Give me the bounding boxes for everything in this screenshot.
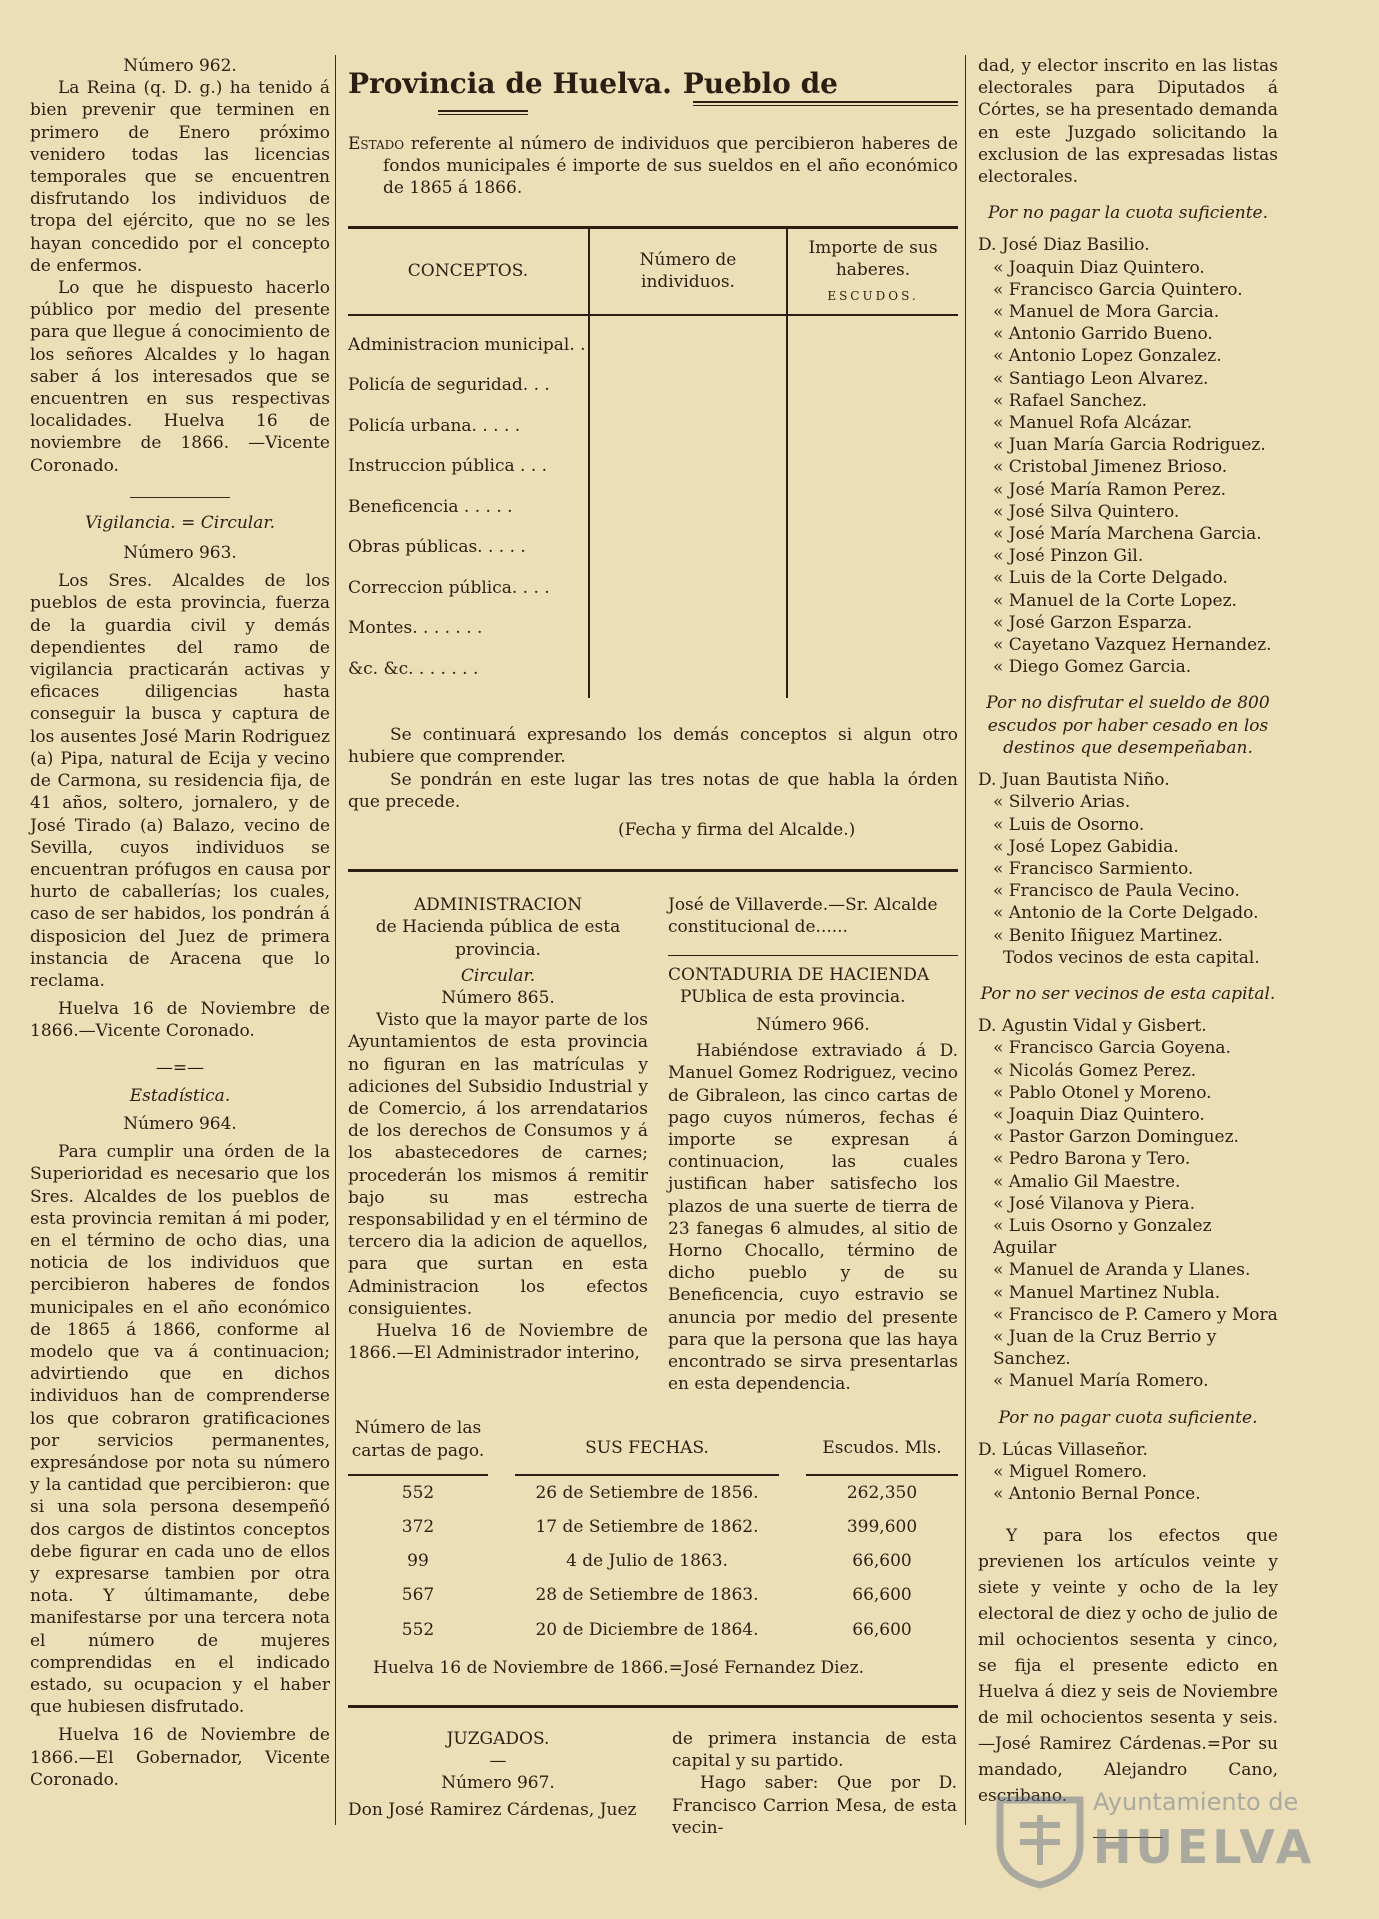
- list-item: « Manuel Martinez Nubla.: [993, 1282, 1221, 1303]
- list-item: « José María Ramon Perez.: [993, 479, 1227, 500]
- list-item: « Manuel de Aranda y Llanes.: [993, 1260, 1251, 1281]
- heading-3: Por no ser vecinos de esta capital.: [980, 983, 1276, 1004]
- provincia-title: Provincia de Huelva.: [348, 66, 672, 100]
- concepto-row: Policía urbana. . . . .: [348, 415, 521, 436]
- list-item: « Luis de la Corte Delgado.: [993, 568, 1228, 589]
- heading-4: Por no pagar cuota suficiente.: [998, 1407, 1258, 1428]
- form-header: [348, 55, 958, 100]
- list-item: « Nicolás Gomez Perez.: [993, 1060, 1197, 1081]
- n966-title: Número 966.: [756, 1014, 870, 1035]
- n865-body: Visto que la mayor parte de los Ayuntamientos de esta provincia no figuran en las matrículas y adiciones del Subsidio Industrial y de Comercio, á los arrendatarios de los derechos de Consumos y á los abastecedores de carnes; procederán los mismos á remitir bajo su mas estrecha responsabilidad y en el término de tercero dia la adicion de aquellos, para que surtan en esta Administracion los efectos consiguientes.: [348, 1010, 648, 1319]
- payment-row: [348, 1475, 958, 1510]
- pay-h1: Número de las cartas de pago.: [348, 1417, 488, 1474]
- note-fecha: (Fecha y firma del Alcalde.): [618, 819, 856, 840]
- numero-cell: [589, 315, 787, 699]
- n865-title: Número 865.: [441, 987, 555, 1008]
- payments-body: [348, 1475, 958, 1647]
- n962-title: Número 962.: [123, 56, 237, 76]
- list-4: [978, 1439, 1278, 1506]
- estadistica-title: Estadística.: [129, 1085, 231, 1106]
- divider: [130, 497, 230, 498]
- list-item: « Francisco de Paula Vecino.: [993, 881, 1240, 902]
- header-rule-small: [438, 110, 528, 115]
- th-escudos: ESCUDOS.: [827, 289, 919, 304]
- list-item: « José María Marchena Garcia.: [993, 524, 1262, 545]
- list-item: « Santiago Leon Alvarez.: [993, 368, 1209, 389]
- list-item: « Francisco de P. Camero y Mora: [993, 1304, 1278, 1325]
- list-1: [978, 234, 1278, 678]
- n967-right2: Hago saber: Que por D. Francisco Carrion Mesa, de esta vecin-: [672, 1773, 957, 1838]
- th-importe-label: Importe de sus haberes.: [808, 237, 938, 280]
- payment-row: [348, 1510, 958, 1544]
- watermark-line1: Ayuntamiento de: [1093, 1788, 1299, 1816]
- list-first: D. Agustin Vidal y Gisbert.: [978, 1016, 1207, 1037]
- concepto-row: Policía de seguridad. . .: [348, 375, 550, 396]
- n865-sign2: José de Villaverde.—Sr. Alcalde constitucional de......: [668, 895, 938, 938]
- note-1: Se continuará expresando los demás conceptos si algun otro hubiere que comprender.: [348, 725, 958, 768]
- pay-h2: SUS FECHAS.: [515, 1417, 779, 1474]
- payments-table: [348, 1417, 958, 1646]
- pay-escudos: 262,350: [846, 1482, 918, 1503]
- juzgados-left: [348, 1728, 648, 1839]
- separator: —=—: [155, 1057, 205, 1078]
- list-item: « Luis de Osorno.: [993, 814, 1145, 835]
- pay-num: 372: [401, 1517, 435, 1537]
- conceptos-cell: [348, 315, 589, 699]
- concepto-row: &c. &c. . . . . . .: [348, 658, 479, 679]
- pay-num: 567: [401, 1585, 435, 1606]
- list-items: [978, 791, 1278, 946]
- list-item: « Luis Osorno y Gonzalez Aguilar: [993, 1215, 1212, 1259]
- list-item: « José Lopez Gabidia.: [993, 836, 1179, 857]
- list-item: « Cristobal Jimenez Brioso.: [993, 457, 1228, 478]
- list-item: « Rafael Sanchez.: [993, 390, 1148, 411]
- list-first: D. Lúcas Villaseñor.: [978, 1439, 1148, 1460]
- n962-body2: Lo que he dispuesto hacerlo público por medio del presente para que llegue á conocimiento de los señores Alcaldes y lo hagan saber á los interesados que se encuentren en sus respectivas localidades. Huelva 16 de noviembre de 1866. —Vicente Coronado.: [30, 278, 330, 476]
- list-item: « Joaquin Diaz Quintero.: [993, 257, 1205, 278]
- list-item: « José Vilanova y Piera.: [993, 1193, 1195, 1214]
- pueblo-title: Pueblo de: [682, 66, 838, 100]
- list-3: [978, 1015, 1278, 1392]
- huelva-crest-icon: [985, 1780, 1095, 1890]
- pay-escudos: 399,600: [846, 1517, 918, 1537]
- column-rule: [335, 55, 336, 1825]
- list-items: [978, 1037, 1278, 1392]
- section-rule: [348, 869, 958, 872]
- pay-h3: Escudos. Mls.: [806, 1417, 958, 1474]
- column-middle: [348, 55, 958, 1839]
- concepto-row: Beneficencia . . . . .: [348, 496, 513, 517]
- header-rule: [693, 101, 958, 106]
- payment-row: [348, 1578, 958, 1612]
- column-rule: [965, 55, 966, 1825]
- n963-sign: Huelva 16 de Noviembre de 1866.—Vicente Coronado.: [30, 999, 330, 1042]
- column-right: [978, 55, 1278, 1838]
- list-item: « Miguel Romero.: [993, 1461, 1148, 1482]
- admin-contaduria: [348, 894, 958, 1395]
- th-conceptos: CONCEPTOS.: [348, 229, 589, 315]
- list-item: « José Pinzon Gil.: [993, 546, 1144, 567]
- juzgados-title: JUZGADOS.: [446, 1729, 550, 1750]
- list-item: « Francisco Garcia Goyena.: [993, 1038, 1231, 1059]
- note-2: Se pondrán en este lugar las tres notas de que habla la órden que precede.: [348, 769, 958, 812]
- list-item: « Juan de la Cruz Berrio y Sanchez.: [993, 1326, 1217, 1370]
- list-item: « Manuel María Romero.: [993, 1371, 1209, 1392]
- circular-label: Circular.: [460, 965, 536, 986]
- conceptos-list: [348, 334, 588, 699]
- estado-lead: Estado: [348, 134, 405, 154]
- juzgados: [348, 1728, 958, 1839]
- divider: [668, 955, 958, 956]
- closing: Y para los efectos que previenen los artículos veinte y siete y veinte y ocho de la ley electoral de diez y ocho de julio de mil ochocientos sesenta y cinco, se fija el presente edicto en Huelva á diez y seis de Noviembre de mil ochocientos sesenta y seis.—José Ramirez Cárdenas.=Por su mandado, Alejandro Cano, escribano.: [978, 1526, 1278, 1807]
- n963-title: Número 963.: [123, 543, 237, 564]
- juzgados-right: [672, 1728, 957, 1839]
- estado-table: [348, 229, 958, 699]
- list-item: « Antonio Lopez Gonzalez.: [993, 346, 1222, 367]
- th-numero: Número de individuos.: [589, 229, 787, 315]
- intro: dad, y elector inscrito en las listas electorales para Diputados á Córtes, se ha presentado demanda en este Juzgado solicitando la exclusion de las expresadas listas electorales.: [978, 56, 1278, 188]
- concepto-row: Montes. . . . . . .: [348, 618, 483, 639]
- list-item: « Pastor Garzon Dominguez.: [993, 1127, 1239, 1148]
- list-item: « Cayetano Vazquez Hernandez.: [993, 635, 1272, 656]
- list-first: D. Juan Bautista Niño.: [978, 770, 1170, 791]
- list-2: [978, 769, 1278, 969]
- pay-sign: Huelva 16 de Noviembre de 1866.=José Fernandez Diez.: [373, 1657, 864, 1678]
- watermark-logo: [985, 1780, 1315, 1890]
- n966-body: Habiéndose extraviado á D. Manuel Gomez Rodriguez, vecino de Gibraleon, las cinco cartas de pago cuyos números, fechas é importe se expresan á continuacion, las cuales justifican haber satisfecho los plazos de una suerte de tierra de 23 fanegas 6 almudes, al sitio de Horno Chocallo, término de dicho pueblo y de su Beneficencia, cuyo estravio se anuncia por medio del presente para que la persona que las haya encontrado se sirva presentarlas en esta dependencia.: [668, 1041, 958, 1395]
- pay-num: 552: [401, 1619, 435, 1640]
- n963-body: Los Sres. Alcaldes de los pueblos de esta provincia, fuerza de la guardia civil y demás dependientes del ramo de vigilancia practicarán activas y eficaces diligencias hasta conseguir la busca y captura de los ausentes José Marin Rodriguez (a) Pipa, natural de Ecija y vecino de Carmona, su residencia fija, de 41 años, soltero, jornalero, y de José Tirado (a) Balazo, vecino de Sevilla, cuyos individuos se encuentran prófugos en causa por hurto de caballerías; los cuales, caso de ser habidos, los pondrán á disposicion del Juez de primera instancia de Aracena que lo reclama.: [30, 571, 330, 991]
- payment-row: [348, 1544, 958, 1578]
- concepto-row: Obras públicas. . . . .: [348, 537, 526, 558]
- list-item: « Manuel Rofa Alcázar.: [993, 413, 1193, 434]
- n962-body: La Reina (q. D. g.) ha tenido á bien prevenir que terminen en primero de Enero próximo venidero todas las licencias temporales que se encuentren disfrutando los individuos de tropa del ejército, que no se les hayan concedido por el concepto de enfermos.: [30, 78, 330, 276]
- n967-right1: de primera instancia de esta capital y su partido.: [672, 1729, 957, 1772]
- list-item: « Francisco Sarmiento.: [993, 858, 1194, 879]
- column-left: [30, 55, 330, 1791]
- n865-sign: Huelva 16 de Noviembre de 1866.—El Administrador interino,: [348, 1320, 648, 1364]
- n967-title: Número 967.: [441, 1773, 555, 1794]
- admin-sub: de Hacienda pública de esta provincia.: [375, 917, 621, 960]
- n964-sign: Huelva 16 de Noviembre de 1866.—El Gobernador, Vicente Coronado.: [30, 1725, 330, 1790]
- list-items: [978, 1461, 1278, 1505]
- pay-escudos: 66,600: [852, 1585, 912, 1606]
- admin-block: [348, 894, 648, 1395]
- pay-fecha: 17 de Setiembre de 1862.: [535, 1517, 759, 1537]
- pay-fecha: 28 de Setiembre de 1863.: [535, 1585, 759, 1606]
- pay-fecha: 20 de Diciembre de 1864.: [535, 1619, 759, 1640]
- contaduria-title: CONTADURIA DE HACIENDA PUblica de esta provincia.: [668, 964, 930, 1007]
- th-importe: [787, 229, 958, 315]
- admin-title: ADMINISTRACION: [413, 895, 583, 916]
- n967-body: Don José Ramirez Cárdenas, Juez: [348, 1799, 637, 1820]
- estado-caption: [348, 133, 958, 200]
- pay-escudos: 66,600: [852, 1551, 912, 1572]
- vigilancia-title: Vigilancia. = Circular.: [84, 512, 276, 533]
- pay-num: 552: [401, 1482, 435, 1503]
- list-item: « José Garzon Esparza.: [993, 612, 1193, 633]
- list-item: « Francisco Garcia Quintero.: [993, 279, 1243, 300]
- list-item: « Pablo Otonel y Moreno.: [993, 1082, 1212, 1103]
- list-item: « Joaquin Diaz Quintero.: [993, 1104, 1205, 1125]
- pay-num: 99: [407, 1551, 429, 1572]
- list-item: « Antonio Garrido Bueno.: [993, 324, 1213, 345]
- list-items: [978, 257, 1278, 679]
- n964-body: Para cumplir una órden de la Superioridad es necesario que los Sres. Alcaldes de los pueblos de esta provincia remitan á mi poder, en el término de ocho dias, una noticia de los individuos que percibieron haberes de fondos municipales en el año económico de 1865 á 1866, conforme al modelo que va á continuacion; advirtiendo que en dichos individuos han de comprenderse los que cobraron gratificaciones por servicios permanentes, expresándose por nota su número y la cantidad que percibieron: que si una sola persona desempeñó dos cargos de distintos conceptos debe figurar en cada uno de ellos y expresarse tambien por otra nota. Y últimamante, debe manifestarse por una tercera nota el número de mujeres comprendidas en el indicado estado, su ocupacion y el haber que hubiesen disfrutado.: [30, 1142, 330, 1718]
- list-end: Todos vecinos de esta capital.: [1003, 947, 1260, 968]
- list-item: « Manuel de Mora Garcia.: [993, 302, 1220, 323]
- list-item: « José Silva Quintero.: [993, 501, 1180, 522]
- concepto-row: Correccion pública. . . .: [348, 577, 550, 598]
- list-item: « Antonio Bernal Ponce.: [993, 1484, 1201, 1505]
- pay-escudos: 66,600: [852, 1619, 912, 1640]
- pay-fecha: 4 de Julio de 1863.: [566, 1551, 728, 1572]
- estado-text: referente al número de individuos que percibieron haberes de fondos municipales é importe de sus sueldos en el año económico de 1865 á 1866.: [383, 134, 959, 199]
- heading-1: Por no pagar la cuota suficiente.: [988, 203, 1268, 224]
- list-item: « Antonio de la Corte Delgado.: [993, 903, 1259, 924]
- list-item: « Juan María Garcia Rodriguez.: [993, 435, 1266, 456]
- n964-title: Número 964.: [123, 1113, 237, 1134]
- section-rule: [348, 1705, 958, 1708]
- list-item: « Amalio Gil Maestre.: [993, 1171, 1181, 1192]
- list-item: « Diego Gomez Garcia.: [993, 657, 1192, 678]
- list-item: « Benito Iñiguez Martinez.: [993, 925, 1223, 946]
- payment-row: [348, 1613, 958, 1647]
- importe-cell: [787, 315, 958, 699]
- list-item: « Pedro Barona y Tero.: [993, 1149, 1191, 1170]
- concepto-row: Administracion municipal. .: [348, 334, 586, 355]
- watermark-line2: HUELVA: [1093, 1820, 1316, 1874]
- list-item: « Manuel de la Corte Lopez.: [993, 590, 1237, 611]
- pay-fecha: 26 de Setiembre de 1856.: [535, 1482, 759, 1503]
- heading-2: Por no disfrutar el sueldo de 800 escudos por haber cesado en los destinos que desempeñaban.: [986, 693, 1270, 758]
- list-item: « Silverio Arias.: [993, 792, 1131, 813]
- concepto-row: Instruccion pública . . .: [348, 456, 548, 477]
- juzgados-dash: —: [489, 1751, 507, 1772]
- list-first: D. José Diaz Basilio.: [978, 235, 1150, 256]
- contaduria-block: [668, 894, 958, 1395]
